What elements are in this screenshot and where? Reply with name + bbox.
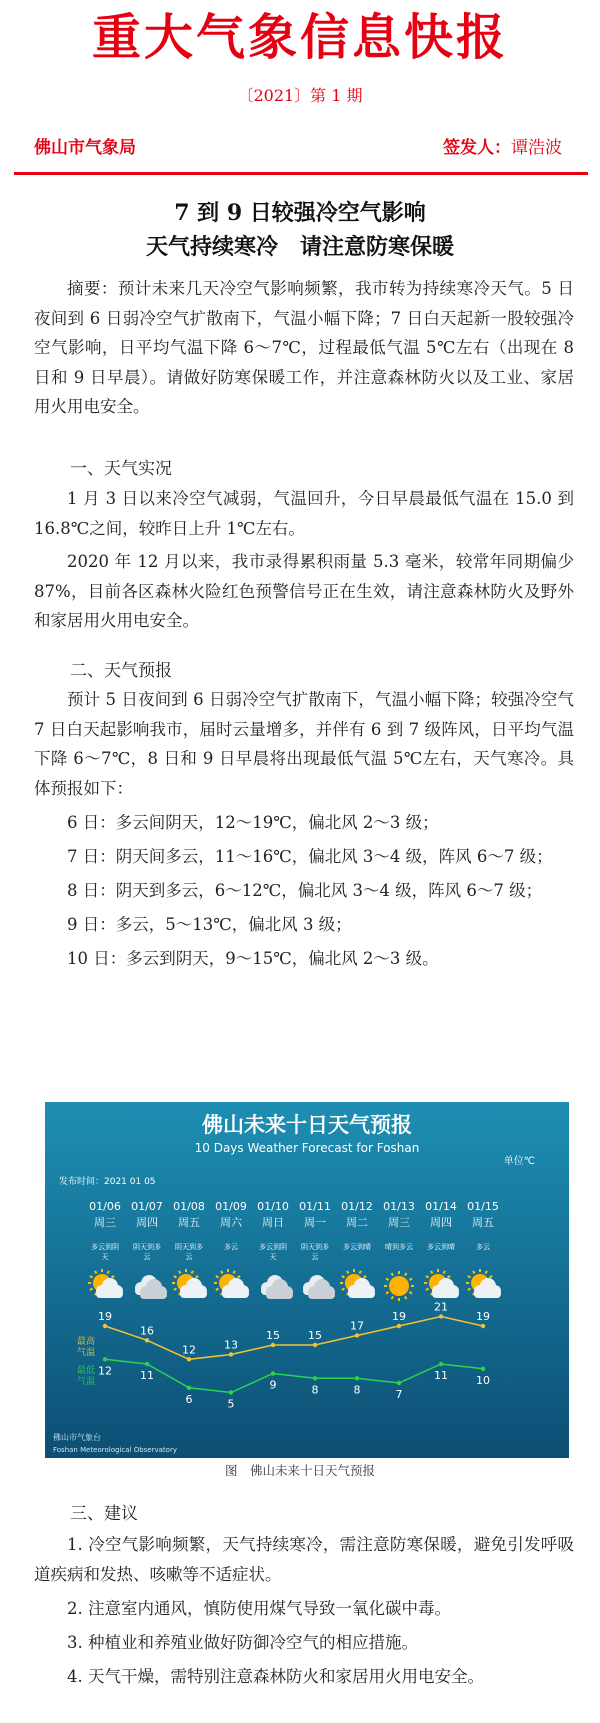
high-temp-point [481,1324,485,1328]
low-temp-value: 8 [311,1383,319,1397]
high-temp-value: 19 [476,1310,490,1323]
footer-org-en: Foshan Meteorological Observatory [53,1446,177,1454]
weekday-label: 周五 [472,1216,494,1229]
forecast-item: 6 日：多云间阴天，12～19℃，偏北风 2～3 级； [67,812,439,832]
condition-label: 多云到阴 [259,1243,287,1251]
low-temp-value: 12 [98,1364,112,1378]
condition-label: 云 [143,1253,151,1261]
low-temp-value: 5 [227,1397,235,1411]
condition-label: 云 [311,1253,319,1261]
high-temp-value: 15 [308,1329,322,1342]
low-temp-point [103,1357,107,1361]
condition-label: 阴天到多 [175,1243,203,1251]
condition-label: 天 [269,1253,277,1261]
publish-time: 发布时间：2021 01 05 [59,1177,156,1187]
weekday-label: 周三 [388,1216,410,1229]
headline-line-2: 天气持续寒冷 请注意防寒保暖 [145,234,454,260]
section-2-body [34,685,574,978]
abstract [34,274,574,422]
weekday-label: 周六 [220,1216,242,1229]
chart-title: 佛山未来十日天气预报 [202,1113,412,1137]
condition-label: 阴天到多 [133,1243,161,1251]
high-temp-point [145,1338,149,1342]
high-temp-point [313,1343,317,1347]
low-temp-value: 9 [269,1378,277,1392]
date-label: 01/15 [467,1200,499,1213]
high-temp-value: 21 [434,1300,448,1314]
date-label: 01/13 [383,1200,415,1213]
date-label: 01/08 [173,1200,205,1213]
high-temp-point [355,1333,359,1337]
low-temp-value: 11 [140,1369,154,1382]
issue-number: 〔2021〕第 1 期 [237,86,363,105]
forecast-figure [45,1102,569,1458]
high-temp-point [103,1324,107,1328]
advice-item: 3. 种植业和养殖业做好防御冷空气的相应措施。 [67,1632,418,1652]
high-temp-value: 16 [140,1324,154,1338]
date-label: 01/12 [341,1200,373,1213]
condition-label: 多云到晴 [343,1243,371,1251]
section-3-body [34,1530,574,1696]
forecast-item: 8 日：阴天到多云，6～12℃，偏北风 3～4 级，阵风 6～7 级； [67,880,543,900]
footer-org: 佛山市气象台 [53,1433,101,1442]
low-temp-value: 7 [395,1388,403,1401]
low-temp-point [481,1367,485,1371]
figure-caption: 图 佛山未来十日天气预报 [224,1463,375,1478]
advice-item: 4. 天气干燥，需特别注意森林防火和家居用火用电安全。 [67,1666,484,1686]
signer-label: 签发人： [443,138,511,158]
low-temp-label-2: 气温 [77,1377,96,1387]
high-temp-value: 12 [182,1343,196,1357]
high-temp-point [229,1352,233,1356]
date-label: 01/11 [299,1200,331,1213]
low-temp-point [229,1390,233,1394]
header-divider [14,172,588,175]
date-label: 01/10 [257,1200,289,1213]
weekday-label: 周一 [304,1216,326,1229]
headline [0,196,600,264]
low-temp-value: 10 [476,1373,490,1387]
paragraph: 预计 5 日夜间到 6 日弱冷空气扩散南下，气温小幅下降；较强冷空气 7 日白天起影响我市，届时云量增多，并伴有 6 到 7 级阵风，日平均气温下降 6～7℃，8 日和 9 日早晨将出现最低气温 5℃左右，天气寒冷。具体预报如下： [34,690,574,798]
forecast-item: 7 日：阴天间多云，11～16℃，偏北风 3～4 级，阵风 6～7 级； [67,846,553,866]
condition-label: 云 [185,1253,193,1261]
condition-label: 多云 [476,1243,490,1251]
issuing-org: 佛山市气象局 [34,138,136,158]
low-temp-point [355,1376,359,1380]
low-temp-label-1: 最低 [77,1366,96,1376]
condition-label: 多云 [224,1243,238,1251]
low-temp-value: 11 [434,1369,448,1382]
unit-label: 单位℃ [503,1156,535,1167]
section-1-body [34,484,574,636]
condition-label: 天 [101,1253,109,1261]
high-temp-point [439,1314,443,1318]
condition-label: 多云到晴 [427,1243,455,1251]
low-temp-point [439,1362,443,1366]
low-temp-point [271,1371,275,1375]
section-3-title: 三、建议 [70,1504,138,1524]
condition-label: 阴天到多 [301,1243,329,1251]
headline-line-1: 7 到 9 日较强冷空气影响 [174,200,426,226]
high-temp-point [271,1343,275,1347]
high-temp-point [397,1324,401,1328]
high-temp-label-1: 最高 [77,1337,96,1347]
signer-name: 谭浩波 [511,138,562,158]
low-temp-point [397,1381,401,1385]
date-label: 01/06 [89,1200,121,1213]
report-title: 重大气象信息快报 [91,9,508,66]
low-temp-point [313,1376,317,1380]
high-temp-value: 17 [350,1319,364,1333]
high-temp-value: 19 [98,1310,112,1323]
low-temp-point [145,1362,149,1366]
forecast-chart [45,1102,569,1458]
weekday-label: 周三 [94,1216,116,1229]
paragraph: 2020 年 12 月以来，我市录得累积雨量 5.3 毫米，较常年同期偏少 87%，目前各区森林火险红色预警信号正在生效，请注意森林防火及野外和家居用火用电安全。 [34,552,574,630]
low-temp-point [187,1386,191,1390]
abstract-text: 摘要：预计未来几天冷空气影响频繁，我市转为持续寒冷天气。5 日夜间到 6 日弱冷空气扩散南下，气温小幅下降；7 日白天起新一股较强冷空气影响，日平均气温下降 6～7℃，过程最低气温 5℃左右（出现在 8 日和 9 日早晨）。请做好防寒保暖工作，并注意森林防火以及工业、家居用火用电安全。 [34,279,574,416]
chart-subtitle: 10 Days Weather Forecast for Foshan [194,1141,420,1155]
date-label: 01/07 [131,1200,163,1213]
condition-label: 多云到阴 [91,1243,119,1251]
condition-label: 晴到多云 [385,1243,413,1251]
forecast-item: 10 日：多云到阴天，9～15℃，偏北风 2～3 级。 [67,948,439,968]
section-1-title: 一、天气实况 [70,459,172,479]
date-label: 01/14 [425,1200,457,1213]
weekday-label: 周四 [136,1216,158,1229]
forecast-item: 9 日：多云，5～13℃，偏北风 3 级； [67,914,352,934]
signer [443,136,562,160]
high-temp-label-2: 气温 [77,1348,96,1358]
low-temp-value: 6 [185,1392,193,1406]
low-temp-value: 8 [353,1383,361,1397]
weekday-label: 周四 [430,1216,452,1229]
high-temp-value: 15 [266,1329,280,1342]
high-temp-point [187,1357,191,1361]
weekday-label: 周日 [262,1216,284,1229]
paragraph: 1 月 3 日以来冷空气减弱，气温回升，今日早晨最低气温在 15.0 到 16.8℃之间，较昨日上升 1℃左右。 [34,489,574,538]
advice-item: 1. 冷空气影响频繁，天气持续寒冷，需注意防寒保暖，避免引发呼吸道疾病和发热、咳嗽等不适症状。 [34,1535,574,1584]
advice-item: 2. 注意室内通风，慎防使用煤气导致一氧化碳中毒。 [67,1598,451,1618]
weekday-label: 周五 [178,1216,200,1229]
high-temp-value: 13 [224,1338,238,1352]
section-2-title: 二、天气预报 [70,661,172,681]
date-label: 01/09 [215,1200,247,1213]
high-temp-value: 19 [392,1310,406,1323]
weekday-label: 周二 [346,1216,368,1229]
